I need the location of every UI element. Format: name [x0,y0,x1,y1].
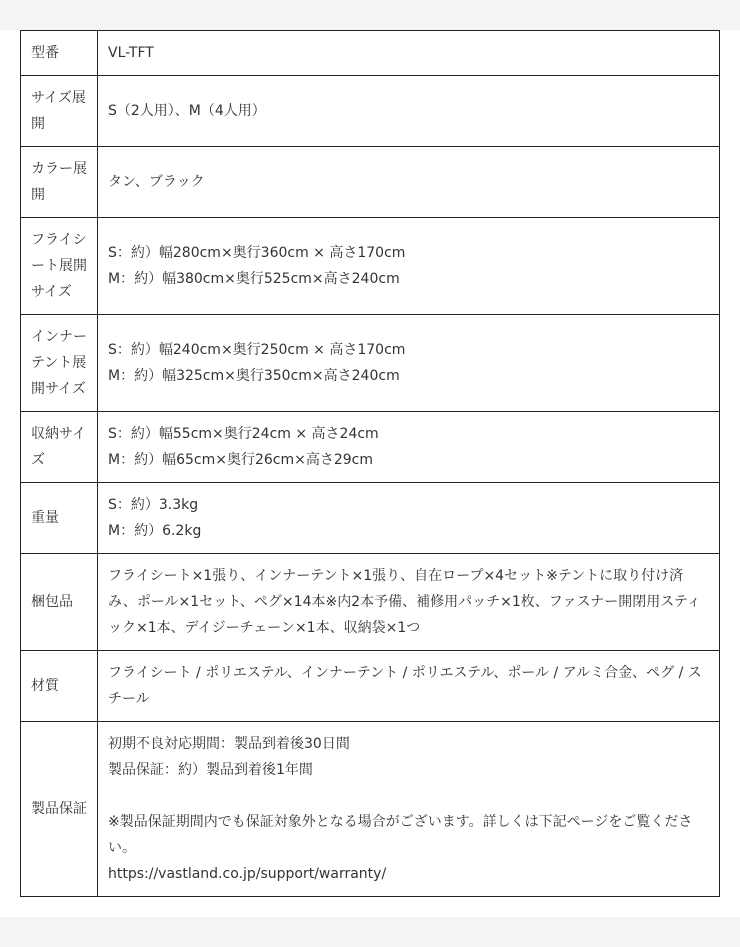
spec-value-line: M：約）6.2kg [108,523,202,539]
spec-key: 梱包品 [21,554,98,651]
spec-key: 材質 [21,651,98,722]
spec-value [98,412,720,483]
spec-value-line: S：約）幅240cm×奥行250cm × 高さ170cm [108,342,406,358]
spec-value-line: S：約）3.3kg [108,497,199,513]
spec-value-line: S：約）幅280cm×奥行360cm × 高さ170cm [108,245,406,261]
spec-value-line: S：約）幅55cm×奥行24cm × 高さ24cm [108,426,379,442]
spec-value [98,483,720,554]
spec-value [98,651,720,722]
spec-key: インナーテント展開サイズ [21,315,98,412]
spec-key: 重量 [21,483,98,554]
spec-value [98,147,720,218]
spec-row [21,218,720,315]
spec-key: カラー展開 [21,147,98,218]
page-content [0,30,740,917]
spec-row [21,147,720,218]
spec-value [98,76,720,147]
spec-value [98,218,720,315]
spec-value [98,722,720,897]
spec-value [98,315,720,412]
spec-row [21,31,720,76]
spec-row [21,554,720,651]
spec-value-line: S（2人用）、M（4人用） [108,103,266,119]
spec-row [21,483,720,554]
spec-value-line: フライシート×1張り、インナーテント×1張り、自在ロープ×4セット※テントに取り付け済み、ポール×1セット、ペグ×14本※内2本予備、補修用パッチ×1枚、ファスナー開閉用スティック×1本、デイジーチェーン×1本、収納袋×1つ [108,568,701,636]
spec-row [21,76,720,147]
spec-key: 収納サイズ [21,412,98,483]
spec-value-line: M：約）幅380cm×奥行525cm×高さ240cm [108,271,400,287]
spec-key: 製品保証 [21,722,98,897]
spec-value-line: 製品保証：約）製品到着後1年間 [108,762,313,778]
spec-value [98,31,720,76]
spec-table [20,30,720,897]
spec-value-line: タン、ブラック [108,174,205,190]
spec-key: フライシート展開サイズ [21,218,98,315]
spec-row [21,651,720,722]
spec-row [21,722,720,897]
spec-value-line: M：約）幅65cm×奥行26cm×高さ29cm [108,452,373,468]
warranty-link[interactable]: https://vastland.co.jp/support/warranty/ [108,866,387,882]
spec-value-line: 初期不良対応期間：製品到着後30日間 [108,736,350,752]
spec-value-line: VL-TFT [108,45,154,61]
spec-row [21,315,720,412]
spec-value [98,554,720,651]
spec-value-line: M：約）幅325cm×奥行350cm×高さ240cm [108,368,400,384]
spec-value-line: フライシート / ポリエステル、インナーテント / ポリエステル、ポール / アルミ合金、ペグ / スチール [108,665,702,707]
spec-value-line: ※製品保証期間内でも保証対象外となる場合がございます。詳しくは下記ページをご覧ください。 [108,814,693,856]
spec-key: サイズ展開 [21,76,98,147]
spec-row [21,412,720,483]
spec-key: 型番 [21,31,98,76]
spacer [108,783,709,809]
